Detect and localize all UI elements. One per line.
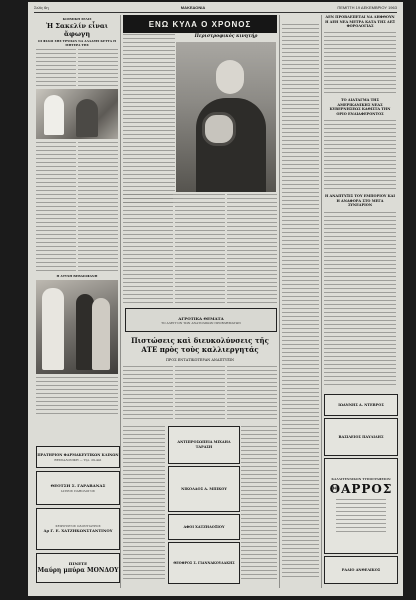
text-block — [241, 426, 277, 582]
column-divider — [120, 15, 121, 588]
text-block — [123, 426, 165, 582]
ad-tharros-printing: ΚΑΛΛΙΤΕΧΝΙΚΟΝ ΤΥΠΟΓΡΑΦΕΙΟΝ ΘΑΡΡΟΣ — [324, 458, 398, 554]
ad-radio: ΡΑΔΙΟ ΑΝΘΕΛΙΚΟΣ — [324, 556, 398, 584]
text-block — [123, 34, 175, 204]
right-mid-headline: ΤΟ ΔΙΑΤΑΓΜΑ ΤΗΣ ΑΜΕΡΙΚΑΝΙΚΗΣ ΝΕΑΣ ΚΥΒΕΡΝΗΣΕΩΣ ΚΑΘΙΣΤΑ ΤΗΝ ΟΡΙΟ ΕΝΔΙΑΦΕΡΟΝΤΟΣ — [329, 98, 391, 116]
feature-subtitle: Περιστροφικός κινητήρ — [194, 34, 258, 39]
text-block — [123, 194, 277, 306]
ad-pharmacy: ΠΡΑΤΗΡΙΟΝ ΦΑΡΜΑΚΕΥΤΙΚΩΝ ΚΛΙΝΩΝ ΘΕΣΣΑΛΟΝΙΚΗ — Τηλ. 29-441 — [36, 446, 120, 468]
right-anaptyxi-headline: Η ΑΝΑΠΤΥΞΙΣ ΤΟΥ ΕΜΠΟΡΙΟΥ ΚΑΙ Η ΑΝΑΦΟΡΑ ΣΤΟ ΜΕΓΑ ΣΥΝΕΔΡΙΟΝ — [324, 194, 396, 207]
headline-subtitle: ΠΡΟΣ ΕΝΤΑΤΙΚΩΤΕΡΑΝ ΑΝΑΠΤΥΞΙΝ — [165, 358, 235, 362]
text-block — [36, 377, 118, 417]
right-top-headline: ΔΕΝ ΠΡΟΒΛΕΠΕΤΑΙ ΝΑ ΛΗΦΘΟΥΝ Η ΔΕΗ ΝΕΑ ΜΕΤΡΑ ΚΑΤΑ ΤΗΣ ΔΕΞ ΦΟΡΟΛΟΓΙΑΣ — [325, 15, 395, 28]
ad-giannakoudakis: ΘΕΟΦΡΟΣ Σ. ΓΙΑΝΝΑΚΟΥΔΑΚΗΣ — [168, 542, 240, 584]
agri-news-box: ΑΓΡΟΤΙΚΑ ΘΕΜΑΤΑ ΤΟ ΑΛΕΓΓΟΝ ΤΩΝ ΑΝΑΤΟΛΙΚΩΝ ΠΡΟΒΛΗΜΑΤΩΝ — [125, 308, 277, 332]
text-block — [324, 32, 396, 94]
page-number: Σελίς 6η — [34, 5, 49, 10]
ad-mpikou: ΝΙΚΟΛΑΟΣ Α. ΜΠΙΚΟΥ — [168, 466, 240, 512]
text-block — [324, 212, 396, 388]
photo-couple — [36, 89, 118, 139]
ad-ntevros: ΙΩΑΝΝΗΣ Α. ΝΤΕΒΡΟΣ — [324, 394, 398, 416]
article-title: Ἡ Σακελίν εἶναι ἄφωγη — [45, 22, 109, 38]
photo-caption: Η ΑΤΥΧΗ ΒΕΒΑΙΟΦΑΝΗ — [56, 274, 98, 278]
text-block — [36, 49, 118, 87]
newspaper-page — [28, 2, 403, 596]
text-block — [123, 366, 277, 422]
text-block — [36, 142, 118, 272]
ad-pavlidis: ΒΑΣΙΛΕΙΟΣ ΠΑΥΛΙΔΗΣ — [324, 418, 398, 456]
issue-date: ΠΕΜΠΤΗ 19 ΔΕΚΕΜΒΡΙΟΥ 1963 — [337, 5, 397, 10]
text-block — [324, 120, 396, 190]
photo-man-with-engine — [176, 42, 276, 192]
section-kicker: ΚΟΣΜΙΚΗ ΣΕΛΙΣ — [62, 17, 92, 21]
main-headline: Πιστώσεις καὶ διευκολύνσεις τῆς ΑΤΕ πρὸς τοὺς καλλιεργητάς — [131, 336, 269, 354]
ad-chatzidoxiou: ΑΦΟΙ ΧΑΤΖΗΔΟΞΙΟΥ — [168, 514, 240, 540]
ad-tarasi: ΑΝΤΙΠΡΟΣΩΠΕΙΑ ΜΙΧΑΗΛ ΤΑΡΑΣΗ — [168, 426, 240, 464]
narrow-column-text — [282, 24, 319, 580]
column-divider — [321, 15, 322, 588]
newspaper-name: ΜΑΚΕΔΟΝΙΑ — [180, 5, 206, 10]
ad-dentist: ΧΕΙΡΟΥΡΓΟΣ ΟΔΟΝΤΙΑΤΡΟΣ Δρ Γ. Ε. ΧΑΤΖΗΚΩΝΣΤΑΝΤΙΝΟΥ — [36, 508, 120, 550]
photo-film-scene — [36, 280, 118, 374]
ad-doctor: ΘΕΟΤΣΗ Σ. ΓΑΡΑΒΑΝΑΣ ΙΑΤΡΟΣ ΠΑΘΟΛΟΓΟΣ — [36, 471, 120, 505]
column-divider — [279, 15, 280, 588]
feature-banner: ΕΝΩ ΚΥΛΑ Ο ΧΡΟΝΟΣ — [123, 15, 277, 33]
article-subtitle: ΟΙ ΦΙΛΟΙ ΣΗΣ ΤΡΥΠΑΝ ΝΑ ΑΛΛΑΞΕΙ ΚΕΤΤΑ Η ΜΗΤΕΡΑ ΤΗΣ — [38, 39, 116, 47]
page-header — [34, 5, 397, 11]
header-rule — [34, 12, 397, 13]
ad-beer: ΠΙΝΕΤΕ Μαύρη μπύρα ΜΟΝΔΟΥ — [36, 553, 120, 583]
